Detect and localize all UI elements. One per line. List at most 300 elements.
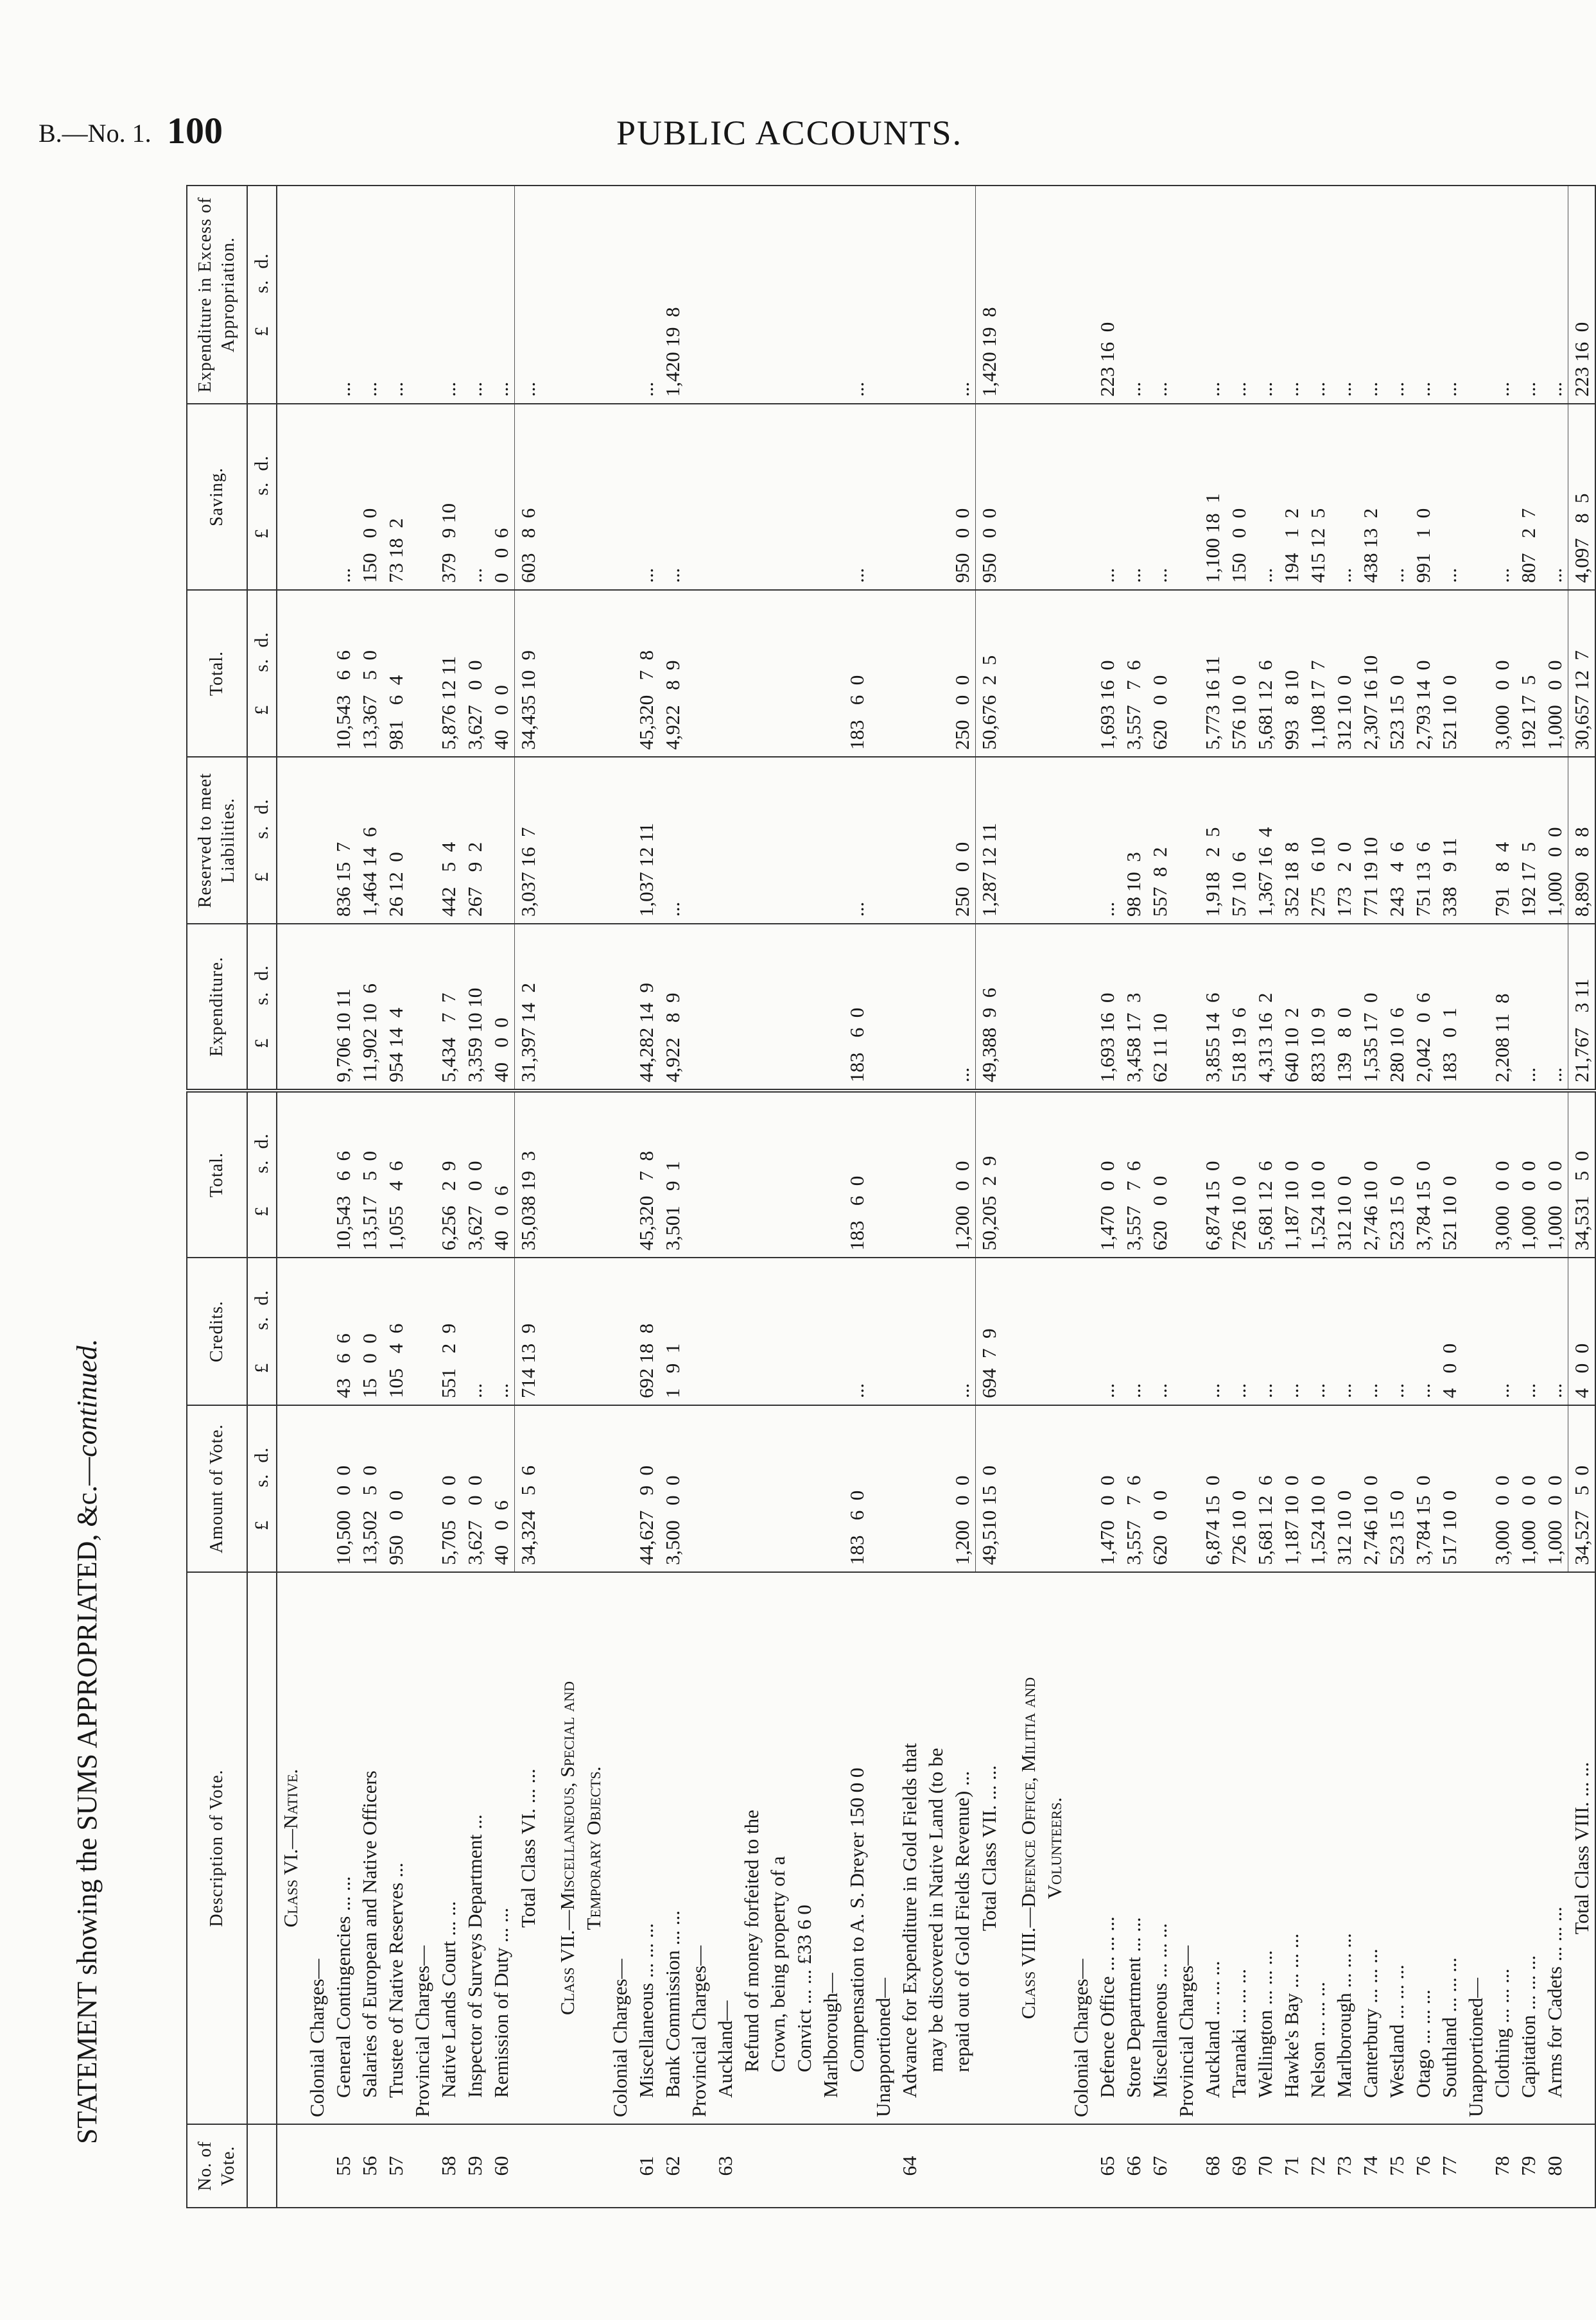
spacer-cell — [541, 2124, 554, 2208]
credits: 43 6 6 — [330, 1258, 356, 1405]
excess-expenditure: ... — [462, 186, 488, 404]
vote-description: Miscellaneous ... ... ... — [633, 1572, 659, 2124]
total — [923, 1091, 949, 1258]
table-row — [633, 186, 659, 2208]
vote-number: 78 — [1489, 2124, 1515, 2208]
reserved-liabilities — [277, 757, 304, 924]
total — [1015, 1091, 1041, 1258]
total — [1462, 1091, 1489, 1258]
total: 35,038 19 3 — [515, 1091, 542, 1258]
total — [738, 1091, 765, 1258]
amount-of-vote: 950 0 0 — [383, 1405, 409, 1572]
table-row — [1278, 186, 1305, 2208]
table-row — [1331, 186, 1357, 2208]
table-row — [844, 186, 870, 2208]
amount-of-vote — [1015, 1405, 1041, 1572]
excess-expenditure — [304, 186, 330, 404]
excess-expenditure — [817, 186, 844, 404]
reserved-liabilities — [1068, 757, 1094, 924]
total-expended — [580, 590, 607, 757]
vote-number — [1462, 2124, 1489, 2208]
spacer-cell — [541, 1258, 554, 1405]
total-expended: 30,657 12 7 — [1568, 590, 1596, 757]
credits — [712, 1258, 738, 1405]
excess-expenditure — [870, 186, 896, 404]
credits: ... — [1252, 1258, 1278, 1405]
expenditure: 1,693 16 0 — [1094, 924, 1120, 1091]
vote-number — [277, 2124, 304, 2208]
saving — [1041, 404, 1068, 590]
units-cell: £ s. d. — [247, 757, 277, 924]
vote-number — [304, 2124, 330, 2208]
vote-number — [515, 2124, 542, 2208]
reserved-liabilities: ... — [659, 757, 686, 924]
vote-description: Compensation to A. S. Dreyer 150 0 0 — [844, 1572, 870, 2124]
total — [1068, 1091, 1094, 1258]
vote-number: 61 — [633, 2124, 659, 2208]
reserved-liabilities — [1015, 757, 1041, 924]
total-expended: 10,543 6 6 — [330, 590, 356, 757]
vote-description: Provincial Charges— — [409, 1572, 435, 2124]
excess-expenditure: 1,420 19 8 — [976, 186, 1003, 404]
vote-number — [923, 2124, 949, 2208]
saving — [686, 404, 712, 590]
expenditure — [923, 924, 949, 1091]
table-row — [1226, 186, 1252, 2208]
spacer-cell — [1002, 590, 1015, 757]
page-header — [39, 109, 1387, 167]
vote-description: Auckland ... ... ... — [1199, 1572, 1226, 2124]
table-row — [1120, 186, 1147, 2208]
expenditure — [896, 924, 923, 1091]
total — [304, 1091, 330, 1258]
spacer-cell — [541, 1405, 554, 1572]
total: 34,531 5 0 — [1568, 1091, 1596, 1258]
reserved-liabilities — [765, 757, 791, 924]
excess-expenditure — [791, 186, 817, 404]
credits — [870, 1258, 896, 1405]
expenditure — [1041, 924, 1068, 1091]
spacer-cell — [541, 404, 554, 590]
total-expended: 2,793 14 0 — [1410, 590, 1436, 757]
amount-of-vote: 13,502 5 0 — [356, 1405, 383, 1572]
total: 1,200 0 0 — [949, 1091, 976, 1258]
total-expended: 192 17 5 — [1515, 590, 1541, 757]
vote-number: 70 — [1252, 2124, 1278, 2208]
table-row — [686, 186, 712, 2208]
appropriations-table — [186, 185, 1596, 2208]
expenditure: 11,902 10 6 — [356, 924, 383, 1091]
reserved-liabilities — [1173, 757, 1199, 924]
total: 45,320 7 8 — [633, 1091, 659, 1258]
saving — [765, 404, 791, 590]
vote-number: 72 — [1305, 2124, 1331, 2208]
table-row — [1199, 186, 1226, 2208]
reserved-liabilities: 3,037 16 7 — [515, 757, 542, 924]
units-row — [247, 186, 277, 2208]
credits — [1041, 1258, 1068, 1405]
amount-of-vote: 2,746 10 0 — [1357, 1405, 1383, 1572]
excess-expenditure — [1068, 186, 1094, 404]
units-cell: £ s. d. — [247, 924, 277, 1091]
reserved-liabilities — [738, 757, 765, 924]
excess-expenditure: ... — [1515, 186, 1541, 404]
vote-description: Total Class VII. ... ... — [976, 1572, 1003, 2124]
spacer-row — [1002, 186, 1015, 2208]
total-expended: 2,307 16 10 — [1357, 590, 1383, 757]
saving: 1,100 18 1 — [1199, 404, 1226, 590]
amount-of-vote — [738, 1405, 765, 1572]
amount-of-vote: 620 0 0 — [1147, 1405, 1173, 1572]
saving: 150 0 0 — [356, 404, 383, 590]
excess-expenditure — [712, 186, 738, 404]
saving — [554, 404, 580, 590]
expenditure — [870, 924, 896, 1091]
total-expended: 5,876 12 11 — [435, 590, 462, 757]
excess-expenditure: ... — [1357, 186, 1383, 404]
saving — [607, 404, 633, 590]
total — [409, 1091, 435, 1258]
vote-description: Auckland— — [712, 1572, 738, 2124]
expenditure — [791, 924, 817, 1091]
amount-of-vote — [923, 1405, 949, 1572]
expenditure: 833 10 9 — [1305, 924, 1331, 1091]
total — [712, 1091, 738, 1258]
total-expended: 13,367 5 0 — [356, 590, 383, 757]
class-heading-row — [554, 186, 580, 2208]
table-row — [870, 186, 896, 2208]
spacer-cell — [1002, 1405, 1015, 1572]
vote-number: 62 — [659, 2124, 686, 2208]
saving: ... — [1436, 404, 1462, 590]
reserved-liabilities — [896, 757, 923, 924]
excess-expenditure: ... — [1410, 186, 1436, 404]
spacer-cell — [541, 757, 554, 924]
saving: 950 0 0 — [949, 404, 976, 590]
credits: 692 18 8 — [633, 1258, 659, 1405]
class-heading-row — [1015, 186, 1041, 2208]
table-row — [896, 186, 923, 2208]
vote-number: 69 — [1226, 2124, 1252, 2208]
credits: ... — [1331, 1258, 1357, 1405]
total-expended — [923, 590, 949, 757]
amount-of-vote — [686, 1405, 712, 1572]
vote-number — [580, 2124, 607, 2208]
vote-description: Defence Office ... ... ... — [1094, 1572, 1120, 2124]
vote-description: Hawke's Bay ... ... ... — [1278, 1572, 1305, 2124]
total-expended — [686, 590, 712, 757]
saving: ... — [330, 404, 356, 590]
total-expended — [1015, 590, 1041, 757]
saving: 950 0 0 — [976, 404, 1003, 590]
credits — [1173, 1258, 1199, 1405]
expenditure — [1173, 924, 1199, 1091]
excess-expenditure — [896, 186, 923, 404]
total: 1,000 0 0 — [1515, 1091, 1541, 1258]
saving: 438 13 2 — [1357, 404, 1383, 590]
credits: ... — [1515, 1258, 1541, 1405]
col-header-description: Description of Vote. — [187, 1572, 247, 2124]
expenditure — [765, 924, 791, 1091]
table-row — [817, 186, 844, 2208]
col-header-expenditure: Expenditure. — [187, 924, 247, 1091]
units-cell: £ s. d. — [247, 1091, 277, 1258]
expenditure — [409, 924, 435, 1091]
vote-description: Temporary Objects. — [580, 1572, 607, 2124]
table-row — [949, 186, 976, 2208]
vote-description: Class VIII.—Defence Office, Militia and — [1015, 1572, 1041, 2124]
document-reference: B.—No. 1. — [39, 119, 152, 148]
total: 3,501 9 1 — [659, 1091, 686, 1258]
expenditure: 3,458 17 3 — [1120, 924, 1147, 1091]
total: 3,784 15 0 — [1410, 1091, 1436, 1258]
table-row — [1357, 186, 1383, 2208]
vote-number — [765, 2124, 791, 2208]
reserved-liabilities: 1,367 16 4 — [1252, 757, 1278, 924]
class-heading-row — [277, 186, 304, 2208]
expenditure: 4,922 8 9 — [659, 924, 686, 1091]
vote-description: Southland ... ... ... — [1436, 1572, 1462, 2124]
reserved-liabilities: 771 19 10 — [1357, 757, 1383, 924]
vote-description: General Contingencies ... ... — [330, 1572, 356, 2124]
units-blank — [247, 2124, 277, 2208]
class-heading-row — [580, 186, 607, 2208]
units-cell: £ s. d. — [247, 590, 277, 757]
vote-description: Capitation ... ... ... — [1515, 1572, 1541, 2124]
amount-of-vote — [580, 1405, 607, 1572]
total — [607, 1091, 633, 1258]
credits — [686, 1258, 712, 1405]
amount-of-vote — [1041, 1405, 1068, 1572]
vote-description: Crown, being property of a — [765, 1572, 791, 2124]
total — [870, 1091, 896, 1258]
total: 50,205 2 9 — [976, 1091, 1003, 1258]
vote-description: Otago ... ... ... — [1410, 1572, 1436, 2124]
expenditure — [580, 924, 607, 1091]
credits — [1462, 1258, 1489, 1405]
saving: 0 0 6 — [488, 404, 515, 590]
vote-description: Unapportioned— — [1462, 1572, 1489, 2124]
excess-expenditure: ... — [844, 186, 870, 404]
amount-of-vote: 3,500 0 0 — [659, 1405, 686, 1572]
total-expended — [765, 590, 791, 757]
total-expended — [277, 590, 304, 757]
vote-number: 60 — [488, 2124, 515, 2208]
vote-description: Class VII.—Miscellaneous, Special and — [554, 1572, 580, 2124]
expenditure: 2,042 0 6 — [1410, 924, 1436, 1091]
vote-description: Remission of Duty ... ... — [488, 1572, 515, 2124]
credits: ... — [1305, 1258, 1331, 1405]
total: 1,000 0 0 — [1541, 1091, 1568, 1258]
excess-expenditure: ... — [1489, 186, 1515, 404]
vote-number: 64 — [896, 2124, 923, 2208]
saving — [1462, 404, 1489, 590]
total-expended: 993 8 10 — [1278, 590, 1305, 757]
excess-expenditure: ... — [356, 186, 383, 404]
vote-description: Trustee of Native Reserves ... — [383, 1572, 409, 2124]
vote-description: Refund of money forfeited to the — [738, 1572, 765, 2124]
total-expended: 34,435 10 9 — [515, 590, 542, 757]
total-expended — [817, 590, 844, 757]
reserved-liabilities: 98 10 3 — [1120, 757, 1147, 924]
vote-number — [738, 2124, 765, 2208]
vote-description: Nelson ... ... ... — [1305, 1572, 1331, 2124]
table-row — [488, 186, 515, 2208]
excess-expenditure: 223 16 0 — [1568, 186, 1596, 404]
expenditure: 5,434 7 7 — [435, 924, 462, 1091]
saving: ... — [462, 404, 488, 590]
total: 6,874 15 0 — [1199, 1091, 1226, 1258]
page-title: PUBLIC ACCOUNTS. — [616, 114, 963, 152]
page-number: 100 — [167, 110, 223, 151]
amount-of-vote — [607, 1405, 633, 1572]
total: 1,055 4 6 — [383, 1091, 409, 1258]
total-expended: 576 10 0 — [1226, 590, 1252, 757]
excess-expenditure — [607, 186, 633, 404]
expenditure: 31,397 14 2 — [515, 924, 542, 1091]
total-expended: 4,922 8 9 — [659, 590, 686, 757]
expenditure: ... — [1541, 924, 1568, 1091]
vote-number — [870, 2124, 896, 2208]
vote-number: 77 — [1436, 2124, 1462, 2208]
credits — [791, 1258, 817, 1405]
total-expended — [1173, 590, 1199, 757]
table-body — [277, 186, 1595, 2208]
vote-description: Clothing ... ... ... — [1489, 1572, 1515, 2124]
spacer-row — [541, 186, 554, 2208]
total: 10,543 6 6 — [330, 1091, 356, 1258]
total-expended: 1,108 17 7 — [1305, 590, 1331, 757]
total — [277, 1091, 304, 1258]
credits: ... — [488, 1258, 515, 1405]
expenditure: 954 14 4 — [383, 924, 409, 1091]
header-row — [187, 186, 247, 2208]
total: 3,627 0 0 — [462, 1091, 488, 1258]
credits — [580, 1258, 607, 1405]
excess-expenditure: ... — [633, 186, 659, 404]
reserved-liabilities — [923, 757, 949, 924]
spacer-cell — [1002, 924, 1015, 1091]
credits: 1 9 1 — [659, 1258, 686, 1405]
vote-description: repaid out of Gold Fields Revenue) ... — [949, 1572, 976, 2124]
total-expended — [712, 590, 738, 757]
amount-of-vote: 3,627 0 0 — [462, 1405, 488, 1572]
amount-of-vote — [277, 1405, 304, 1572]
reserved-liabilities — [580, 757, 607, 924]
table-row — [1462, 186, 1489, 2208]
excess-expenditure — [686, 186, 712, 404]
table-row — [356, 186, 383, 2208]
amount-of-vote — [765, 1405, 791, 1572]
vote-number: 66 — [1120, 2124, 1147, 2208]
expenditure — [738, 924, 765, 1091]
table-row — [330, 186, 356, 2208]
amount-of-vote: 1,200 0 0 — [949, 1405, 976, 1572]
expenditure: 183 6 0 — [844, 924, 870, 1091]
table-row — [791, 186, 817, 2208]
statement-title-tail: continued. — [71, 1338, 103, 1457]
rotated-statement — [71, 186, 1593, 2208]
total-expended — [1462, 590, 1489, 757]
saving — [304, 404, 330, 590]
total-expended — [554, 590, 580, 757]
saving: ... — [1541, 404, 1568, 590]
total — [791, 1091, 817, 1258]
reserved-liabilities: 8,890 8 8 — [1568, 757, 1596, 924]
spacer-cell — [1002, 404, 1015, 590]
vote-description: Store Department ... ... — [1120, 1572, 1147, 2124]
table-row — [1515, 186, 1541, 2208]
credits: 4 0 0 — [1568, 1258, 1596, 1405]
total — [896, 1091, 923, 1258]
credits — [1015, 1258, 1041, 1405]
saving: 991 1 0 — [1410, 404, 1436, 590]
reserved-liabilities — [817, 757, 844, 924]
total-expended: 3,557 7 6 — [1120, 590, 1147, 757]
amount-of-vote — [304, 1405, 330, 1572]
credits: ... — [949, 1258, 976, 1405]
expenditure: 139 8 0 — [1331, 924, 1357, 1091]
excess-expenditure: ... — [515, 186, 542, 404]
amount-of-vote: 40 0 6 — [488, 1405, 515, 1572]
credits — [738, 1258, 765, 1405]
total: 726 10 0 — [1226, 1091, 1252, 1258]
amount-of-vote: 10,500 0 0 — [330, 1405, 356, 1572]
table-row — [1173, 186, 1199, 2208]
vote-number: 71 — [1278, 2124, 1305, 2208]
total — [580, 1091, 607, 1258]
total-row — [1568, 186, 1596, 2208]
expenditure: 9,706 10 11 — [330, 924, 356, 1091]
credits — [409, 1258, 435, 1405]
credits — [304, 1258, 330, 1405]
excess-expenditure: ... — [1199, 186, 1226, 404]
excess-expenditure: 223 16 0 — [1094, 186, 1120, 404]
total-expended: 981 6 4 — [383, 590, 409, 757]
total-expended: 1,693 16 0 — [1094, 590, 1120, 757]
units-cell: £ s. d. — [247, 404, 277, 590]
saving — [817, 404, 844, 590]
expenditure: 44,282 14 9 — [633, 924, 659, 1091]
col-header-total: Total. — [187, 1091, 247, 1258]
total — [686, 1091, 712, 1258]
reserved-liabilities: 26 12 0 — [383, 757, 409, 924]
saving — [580, 404, 607, 590]
total: 6,256 2 9 — [435, 1091, 462, 1258]
credits: ... — [1120, 1258, 1147, 1405]
table-row — [1489, 186, 1515, 2208]
saving: ... — [633, 404, 659, 590]
excess-expenditure — [765, 186, 791, 404]
expenditure: 1,535 17 0 — [1357, 924, 1383, 1091]
total-expended: 5,773 16 11 — [1199, 590, 1226, 757]
reserved-liabilities: 751 13 6 — [1410, 757, 1436, 924]
total-expended: 523 15 0 — [1383, 590, 1410, 757]
spacer-cell — [1002, 757, 1015, 924]
expenditure: 3,855 14 6 — [1199, 924, 1226, 1091]
vote-number: 79 — [1515, 2124, 1541, 2208]
credits: ... — [1226, 1258, 1252, 1405]
total-expended: 183 6 0 — [844, 590, 870, 757]
reserved-liabilities — [1041, 757, 1068, 924]
vote-number: 67 — [1147, 2124, 1173, 2208]
credits: 694 7 9 — [976, 1258, 1003, 1405]
saving: ... — [1094, 404, 1120, 590]
excess-expenditure — [554, 186, 580, 404]
expenditure — [554, 924, 580, 1091]
saving — [712, 404, 738, 590]
col-header-excess: Expenditure in Excess of Appropriation. — [187, 186, 247, 404]
